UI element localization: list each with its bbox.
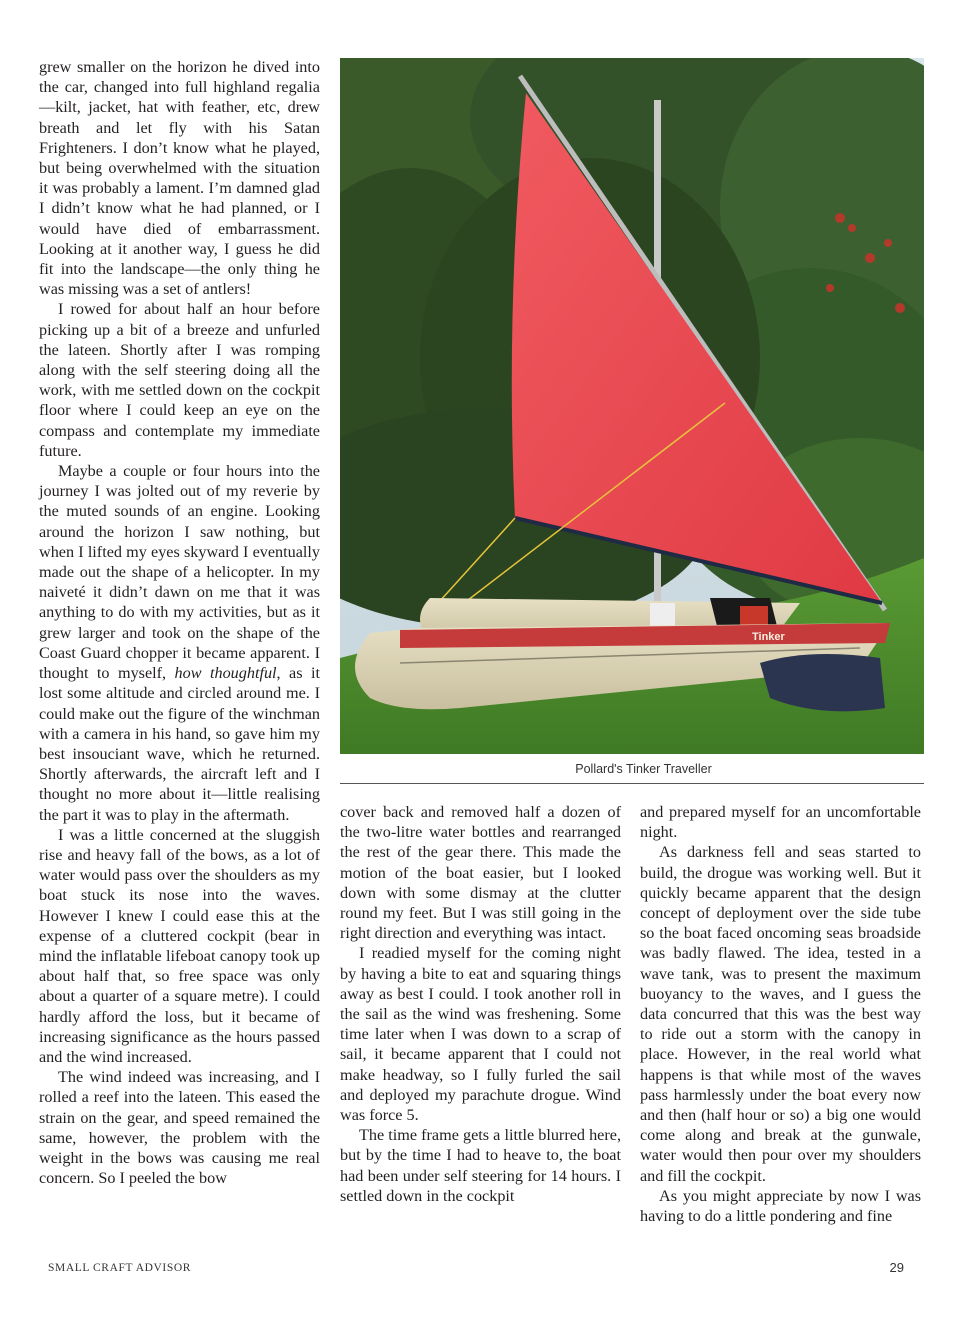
text-column-1 [39, 57, 320, 1188]
paragraph: As you might appreciate by now I was having to do a little pondering and fine [640, 1186, 921, 1226]
paragraph: and prepared myself for an uncomfortable night. [640, 803, 921, 842]
magazine-name: SMALL CRAFT ADVISOR [48, 1262, 192, 1274]
photo-caption: Pollard's Tinker Traveller [575, 762, 712, 776]
paragraph: I readied myself for the coming night by having a bite to eat and squaring things away as best I could. I took another roll in the sail as the wind was freshening. Some time later when I was down to a scrap of sail, it became apparent that I could not make headway, so I fully furled the sail and deployed my parachute drogue. Wind was force 5. [340, 944, 621, 1125]
paragraph: As darkness fell and seas started to build, the drogue was working well. But it quickly became apparent that the design concept of deployment over the side tube so the boat faced oncoming seas broadside was badly flawed. The idea, tested in a wave tank, was to present the maximum buoyancy to the waves, and I guess the data concurred that this was the best way to ride out a storm with the canopy in place. However, in the real world what happens is that while most of the waves pass harmlessly under the boat every now and then (half hour or so) a big one would come along and break at the gunwale, water would then pour over my shoulders and fill the cockpit. [640, 843, 921, 1185]
caption-divider [340, 783, 924, 784]
paragraph: cover back and removed half a dozen of the two-litre water bottles and rearranged the rest of the gear there. This made the motion of the boat easier, but I looked down with some dismay at the clutter round my feet. But I was still going in the right direction and everything was intact. [340, 803, 621, 943]
boat-photo [340, 58, 924, 754]
italic-phrase: how thoughtful [174, 664, 277, 683]
paragraph: I rowed for about half an hour before picking up a bit of a breeze and unfurled the lateen. Shortly after I was romping along with the self steering doing all the work, with me settled down on the cockpit floor where I could keep an eye on the compass and contemplate my immediate future. [39, 300, 320, 460]
text-column-3 [640, 802, 921, 1226]
paragraph: Maybe a couple or four hours into the journey I was jolted out of my reverie by the muted sounds of an engine. Looking around the horizon I saw nothing, but when I lifted my eyes skyward I eventually made out the shape of a helicopter. In my naiveté it didn’t dawn on me that it was anything to do with my activities, but as it grew larger and took on the shape of the Coast Guard chopper it became apparent. I thought to myself, how thoughtful, as it lost some altitude and circled around me. I could make out the figure of the winchman with a camera in his hand, so gave him my best insouciant wave, which he returned. Shortly afterwards, the aircraft left and I thought no more about it—little realising the part it was to play in the aftermath. [39, 462, 320, 824]
paragraph: The time frame gets a little blurred here, but by the time I had to heave to, the boat had been under self steering for 14 hours. I settled down in the cockpit [340, 1126, 621, 1205]
paragraph: The wind indeed was increasing, and I rolled a reef into the lateen. This eased the strain on the gear, and speed remained the same, however, the problem with the weight in the bows was causing me real concern. So I peeled the bow [39, 1068, 320, 1188]
paragraph: grew smaller on the horizon he dived into the car, changed into full highland regalia—kilt, jacket, hat with feather, etc, drew breath and let fly with his Satan Frighteners. I don’t know what he played, but being overwhelmed with the situation it was probably a lament. I’m damned glad I didn’t know what he had planned, or I would have died of embarrassment. Looking at it another way, I guess he did fit into the landscape—the only thing he was missing was a set of antlers! [39, 58, 320, 299]
text-column-2 [340, 802, 621, 1206]
paragraph: I was a little concerned at the sluggish rise and heavy fall of the bows, as a lot of water would pass over the shoulders as my boat stuck its nose into the waves. However I knew I could ease this at the expense of a cluttered cockpit (bear in mind the inflatable lifeboat canopy took up about half that, so free space was only about a quarter of a square metre). I could hardly afford the loss, but it became of increasing significance as the hours passed and the wind increased. [39, 825, 320, 1066]
hull-lettering: Tinker [752, 631, 785, 643]
page-number: 29 [889, 1260, 904, 1275]
